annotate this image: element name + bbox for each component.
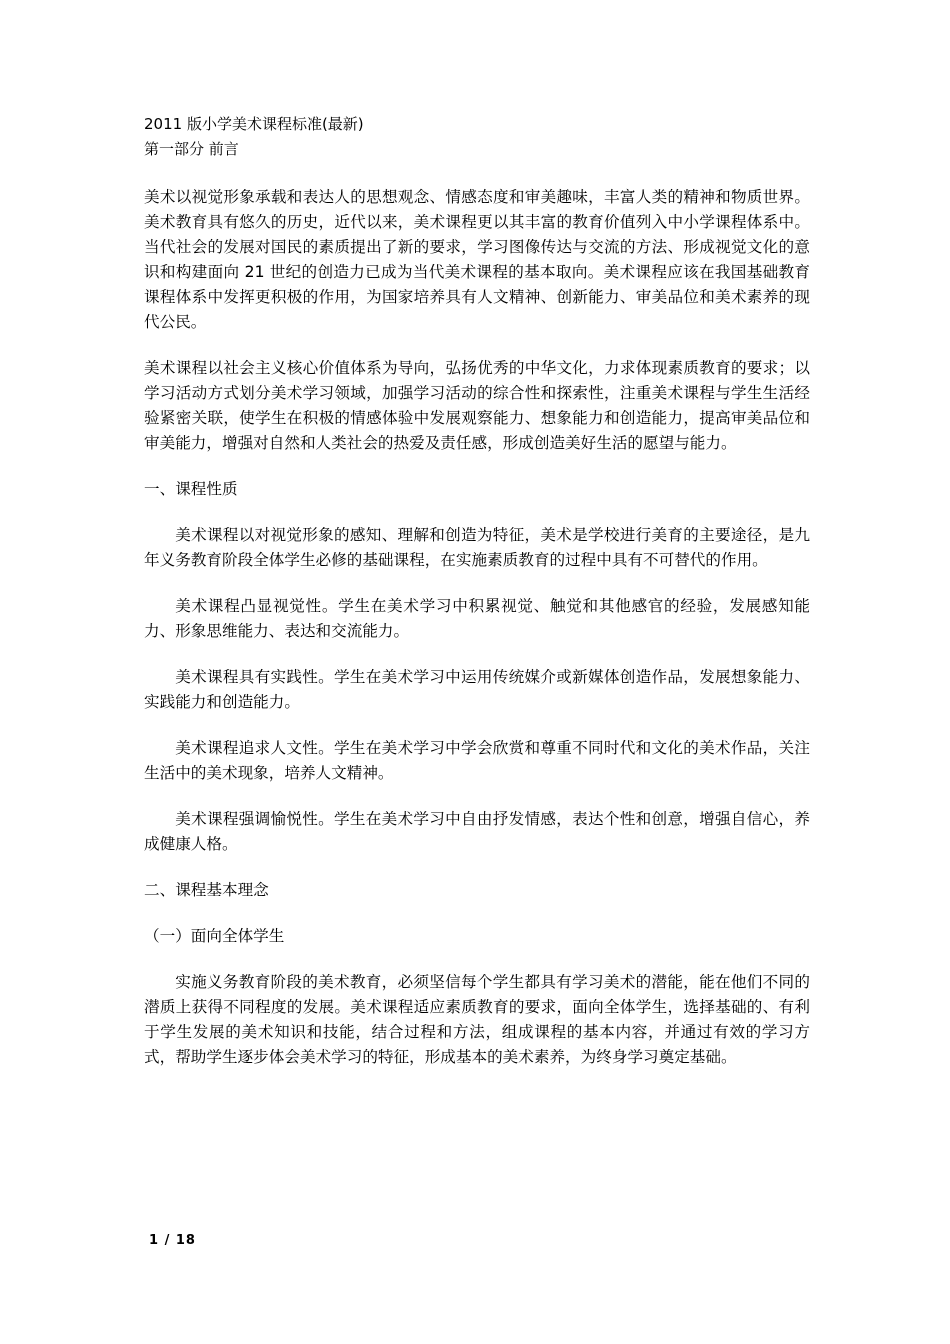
all-students-paragraph: 实施义务教育阶段的美术教育，必须坚信每个学生都具有学习美术的潜能，能在他们不同的潜质上获得不同程度的发展。美术课程适应素质教育的要求，面向全体学生，选择基础的、有利于学生发展的美术知识和技能，结合过程和方法，组成课程的基本内容，并通过有效的学习方式，帮助学生逐步体会美术学习的特征，形成基本的美术素养，为终身学习奠定基础。 <box>144 973 810 1066</box>
document-body <box>144 112 810 1070</box>
nature-paragraph-5: 美术课程强调愉悦性。学生在美术学习中自由抒发情感，表达个性和创意，增强自信心，养成健康人格。 <box>144 810 810 853</box>
nature-paragraph-2: 美术课程凸显视觉性。学生在美术学习中积累视觉、触觉和其他感官的经验，发展感知能力、形象思维能力、表达和交流能力。 <box>144 597 810 640</box>
nature-paragraph-4: 美术课程追求人文性。学生在美术学习中学会欣赏和尊重不同时代和文化的美术作品，关注生活中的美术现象，培养人文精神。 <box>144 739 810 782</box>
nature-paragraph-1: 美术课程以对视觉形象的感知、理解和创造为特征，美术是学校进行美育的主要途径，是九年义务教育阶段全体学生必修的基础课程，在实施素质教育的过程中具有不可替代的作用。 <box>144 526 810 569</box>
section-heading-principles: 二、课程基本理念 <box>144 881 269 899</box>
page-number: 1 / 18 <box>149 1233 196 1248</box>
document-title: 2011 版小学美术课程标准(最新) <box>144 115 364 133</box>
intro-paragraph-1: 美术以视觉形象承载和表达人的思想观念、情感态度和审美趣味，丰富人类的精神和物质世界。美术教育具有悠久的历史，近代以来，美术课程更以其丰富的教育价值列入中小学课程体系中。当代社会的发展对国民的素质提出了新的要求，学习图像传达与交流的方法、形成视觉文化的意识和构建面向 21 世纪的创造力已成为当代美术课程的基本取向。美术课程应该在我国基础教育课程体系中发挥更积极的作用，为国家培养具有人文精神、创新能力、审美品位和美术素养的现代公民。 <box>144 188 810 331</box>
part-heading: 第一部分 前言 <box>144 140 239 158</box>
intro-paragraph-2: 美术课程以社会主义核心价值体系为导向，弘扬优秀的中华文化，力求体现素质教育的要求；以学习活动方式划分美术学习领域，加强学习活动的综合性和探索性，注重美术课程与学生生活经验紧密关联，使学生在积极的情感体验中发展观察能力、想象能力和创造能力，提高审美品位和审美能力，增强对自然和人类社会的热爱及责任感，形成创造美好生活的愿望与能力。 <box>144 359 810 452</box>
section-heading-nature: 一、课程性质 <box>144 480 238 498</box>
nature-paragraph-3: 美术课程具有实践性。学生在美术学习中运用传统媒介或新媒体创造作品，发展想象能力、实践能力和创造能力。 <box>144 668 810 711</box>
subsection-heading-all-students: （一）面向全体学生 <box>144 927 285 945</box>
